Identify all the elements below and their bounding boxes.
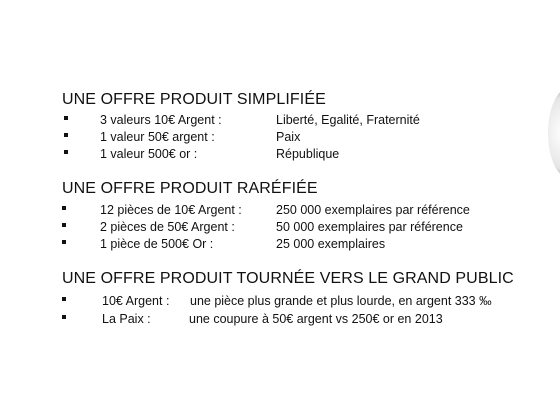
item-value: 50 000 exemplaires par référence — [276, 220, 463, 234]
bullet-icon — [62, 315, 66, 319]
section-heading-rarefied: UNE OFFRE PRODUIT RARÉFIÉE — [62, 180, 318, 197]
list-item — [0, 292, 560, 310]
bullet-icon — [62, 206, 66, 210]
item-label: La Paix : — [102, 312, 151, 326]
item-label: 2 pièces de 50€ Argent : — [100, 220, 235, 234]
item-label: 1 pièce de 500€ Or : — [100, 237, 214, 251]
item-label: 12 pièces de 10€ Argent : — [100, 203, 242, 217]
item-label: 3 valeurs 10€ Argent : — [100, 113, 222, 127]
item-value: 25 000 exemplaires — [276, 237, 386, 251]
item-value: Paix — [276, 130, 301, 144]
bullet-icon — [62, 240, 66, 244]
item-label: 1 valeur 500€ or : — [100, 147, 198, 161]
bullet-icon — [64, 133, 68, 137]
section-heading-simplified: UNE OFFRE PRODUIT SIMPLIFIÉE — [62, 91, 326, 108]
list-item — [0, 235, 560, 253]
bullet-icon — [64, 150, 68, 154]
item-value: une coupure à 50€ argent vs 250€ or en 2013 — [189, 312, 443, 326]
list-item — [0, 111, 560, 129]
item-label: 10€ Argent : — [102, 294, 170, 308]
item-label: 1 valeur 50€ argent : — [100, 130, 215, 144]
bullet-icon — [62, 297, 66, 301]
list-item — [0, 218, 560, 236]
bullet-icon — [62, 223, 66, 227]
item-value: République — [276, 147, 340, 161]
list-item — [0, 310, 560, 328]
item-value: Liberté, Egalité, Fraternité — [276, 113, 420, 127]
list-item — [0, 145, 560, 163]
bullet-icon — [64, 116, 68, 120]
item-value: une pièce plus grande et plus lourde, en argent 333 ‰ — [190, 294, 492, 308]
item-value: 250 000 exemplaires par référence — [276, 203, 470, 217]
list-item — [0, 201, 560, 219]
section-heading-general-public: UNE OFFRE PRODUIT TOURNÉE VERS LE GRAND PUBLIC — [62, 270, 514, 287]
list-item — [0, 128, 560, 146]
